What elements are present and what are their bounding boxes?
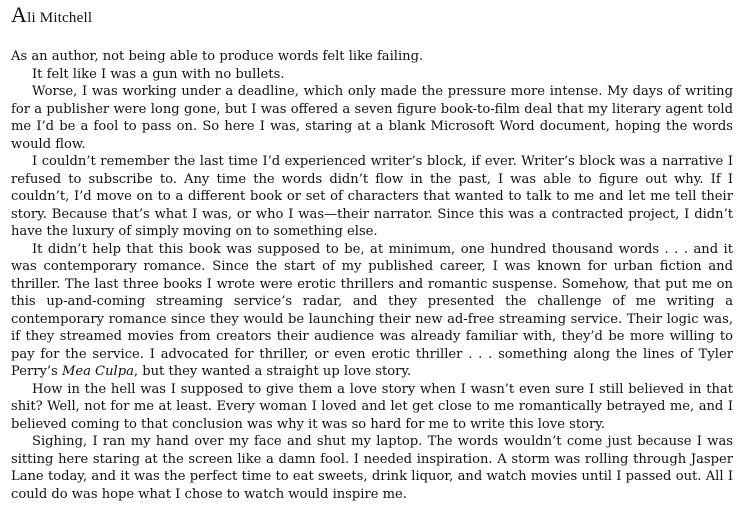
paragraph-2: It felt like I was a gun with no bullets. [32, 66, 285, 82]
paragraph-4: I couldn’t remember the last time I’d experienced writer’s block, if ever. Writer’s block was a narrative I refused to subscribe to. Any time the words didn’t flow in the past, I was able to figure out why. If I couldn’t, I’d move on to a different book or set of characters that wanted to talk to me and let me tell their story. Because that’s what I was, or who I was—their narrator. Since this was a contracted project, I didn’t have the luxury of simply moving on to something else. [11, 154, 733, 239]
paragraph-3: Worse, I was working under a deadline, which only made the pressure more intense. My days of writing for a publisher were long gone, but I was offered a seven figure book-to-film deal that my literary agent told me I’d be a fool to pass on. So here I was, staring at a blank Microsoft Word document, hoping the words would flow. [11, 84, 733, 152]
running-header-author [11, 4, 92, 29]
chapter-text [11, 48, 733, 503]
paragraph-7: Sighing, I ran my hand over my face and shut my laptop. The words wouldn’t come just because I was sitting here staring at the screen like a damn fool. I needed inspiration. A storm was rolling through Jasper Lane today, and it was the perfect time to eat sweets, drink liquor, and watch movies until I passed out. All I could do was hope what I chose to watch would inspire me. [11, 434, 733, 502]
paragraph-1: As an author, not being able to produce words felt like failing. [11, 49, 424, 64]
book-title-italic: Mea Culpa [61, 364, 134, 379]
paragraph-5 [11, 241, 733, 381]
paragraph-5-text-after: , but they wanted a straight up love story. [133, 364, 412, 379]
author-name-rest: li Mitchell [27, 10, 93, 26]
author-initial: A [11, 2, 28, 27]
paragraph-6: How in the hell was I supposed to give them a love story when I wasn’t even sure I still believed in that shit? Well, not for me at least. Every woman I loved and let get close to me romantically betrayed me, and I believed coming to that conclusion was why it was so hard for me to write this love story. [11, 381, 733, 432]
paragraph-5-text-before: It didn’t help that this book was supposed to be, at minimum, one hundred thousand words . . . and it was contemporary romance. Since the start of my published career, I was known for urban fiction and thriller. The last three books I wrote were erotic thrillers and romantic suspense. Somehow, that put me on this up-and-coming streaming service’s radar, and they presented the challenge of me writing a contemporary romance since they would be launching their new ad-free streaming service. Their logic was, if they streamed movies from creators their audience was already familiar with, they’d be more willing to pay for the service. I advocated for thriller, or even erotic thriller . . . something along the lines of Tyler Perry’s [11, 241, 733, 379]
